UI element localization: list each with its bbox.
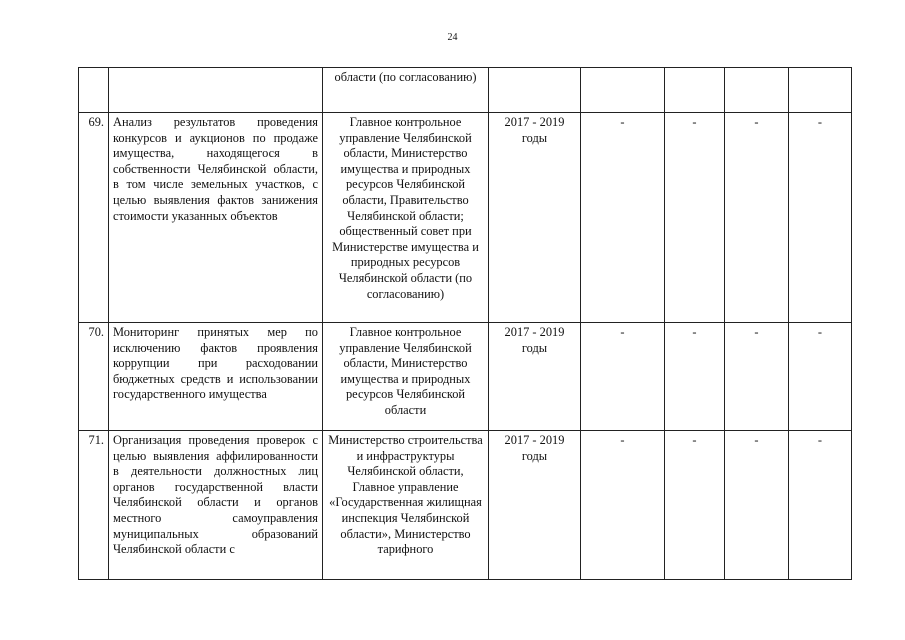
indicator-cell: - [665, 113, 725, 323]
indicator-cell [665, 68, 725, 113]
responsible-bodies: области (по согласованию) [323, 68, 489, 113]
indicator-cell: - [665, 323, 725, 431]
responsible-bodies: Главное контрольное управление Челябинской области, Министерство имущества и природных ресурсов Челябинской области, Правительство Челябинской области; общественный совет при Министерстве имущества и природных ресурсов Челябинской области (по согласованию) [323, 113, 489, 323]
page-number: 24 [447, 32, 458, 43]
table-row [79, 323, 852, 431]
period: 2017 - 2019 годы [489, 431, 581, 580]
measure-title: Мониторинг принятых мер по исключению фактов проявления коррупции при расходовании бюджетных средств и использовании государственного имущества [109, 323, 323, 431]
period: 2017 - 2019 годы [489, 323, 581, 431]
indicator-cell: - [665, 431, 725, 580]
responsible-bodies: Главное контрольное управление Челябинской области, Министерство имущества и природных ресурсов Челябинской области [323, 323, 489, 431]
indicator-cell: - [789, 431, 852, 580]
row-number: 70. [79, 323, 109, 431]
table-row [79, 68, 852, 113]
measure-title: Организация проведения проверок с целью выявления аффилированности в деятельности должностных лиц органов государственной власти Челябинской области и органов местного самоуправления муниципальных образований Челябинской области с [109, 431, 323, 580]
period: 2017 - 2019 годы [489, 113, 581, 323]
indicator-cell [789, 68, 852, 113]
indicator-cell: - [789, 113, 852, 323]
table-row [79, 431, 852, 580]
responsible-bodies: Министерство строительства и инфраструктуры Челябинской области, Главное управление «Государственная жилищная инспекция Челябинской области», Министерство тарифного [323, 431, 489, 580]
indicator-cell: - [581, 431, 665, 580]
measure-title [109, 68, 323, 113]
row-number: 69. [79, 113, 109, 323]
indicator-cell: - [725, 431, 789, 580]
measures-table [78, 67, 852, 580]
table-row [79, 113, 852, 323]
indicator-cell: - [581, 113, 665, 323]
row-number [79, 68, 109, 113]
indicator-cell: - [581, 323, 665, 431]
period [489, 68, 581, 113]
measure-title: Анализ результатов проведения конкурсов и аукционов по продаже имущества, находящегося в собственности Челябинской области, в том числе земельных участков, с целью выявления фактов занижения стоимости указанных объектов [109, 113, 323, 323]
indicator-cell: - [725, 323, 789, 431]
indicator-cell: - [725, 113, 789, 323]
indicator-cell [725, 68, 789, 113]
indicator-cell: - [789, 323, 852, 431]
row-number: 71. [79, 431, 109, 580]
indicator-cell [581, 68, 665, 113]
